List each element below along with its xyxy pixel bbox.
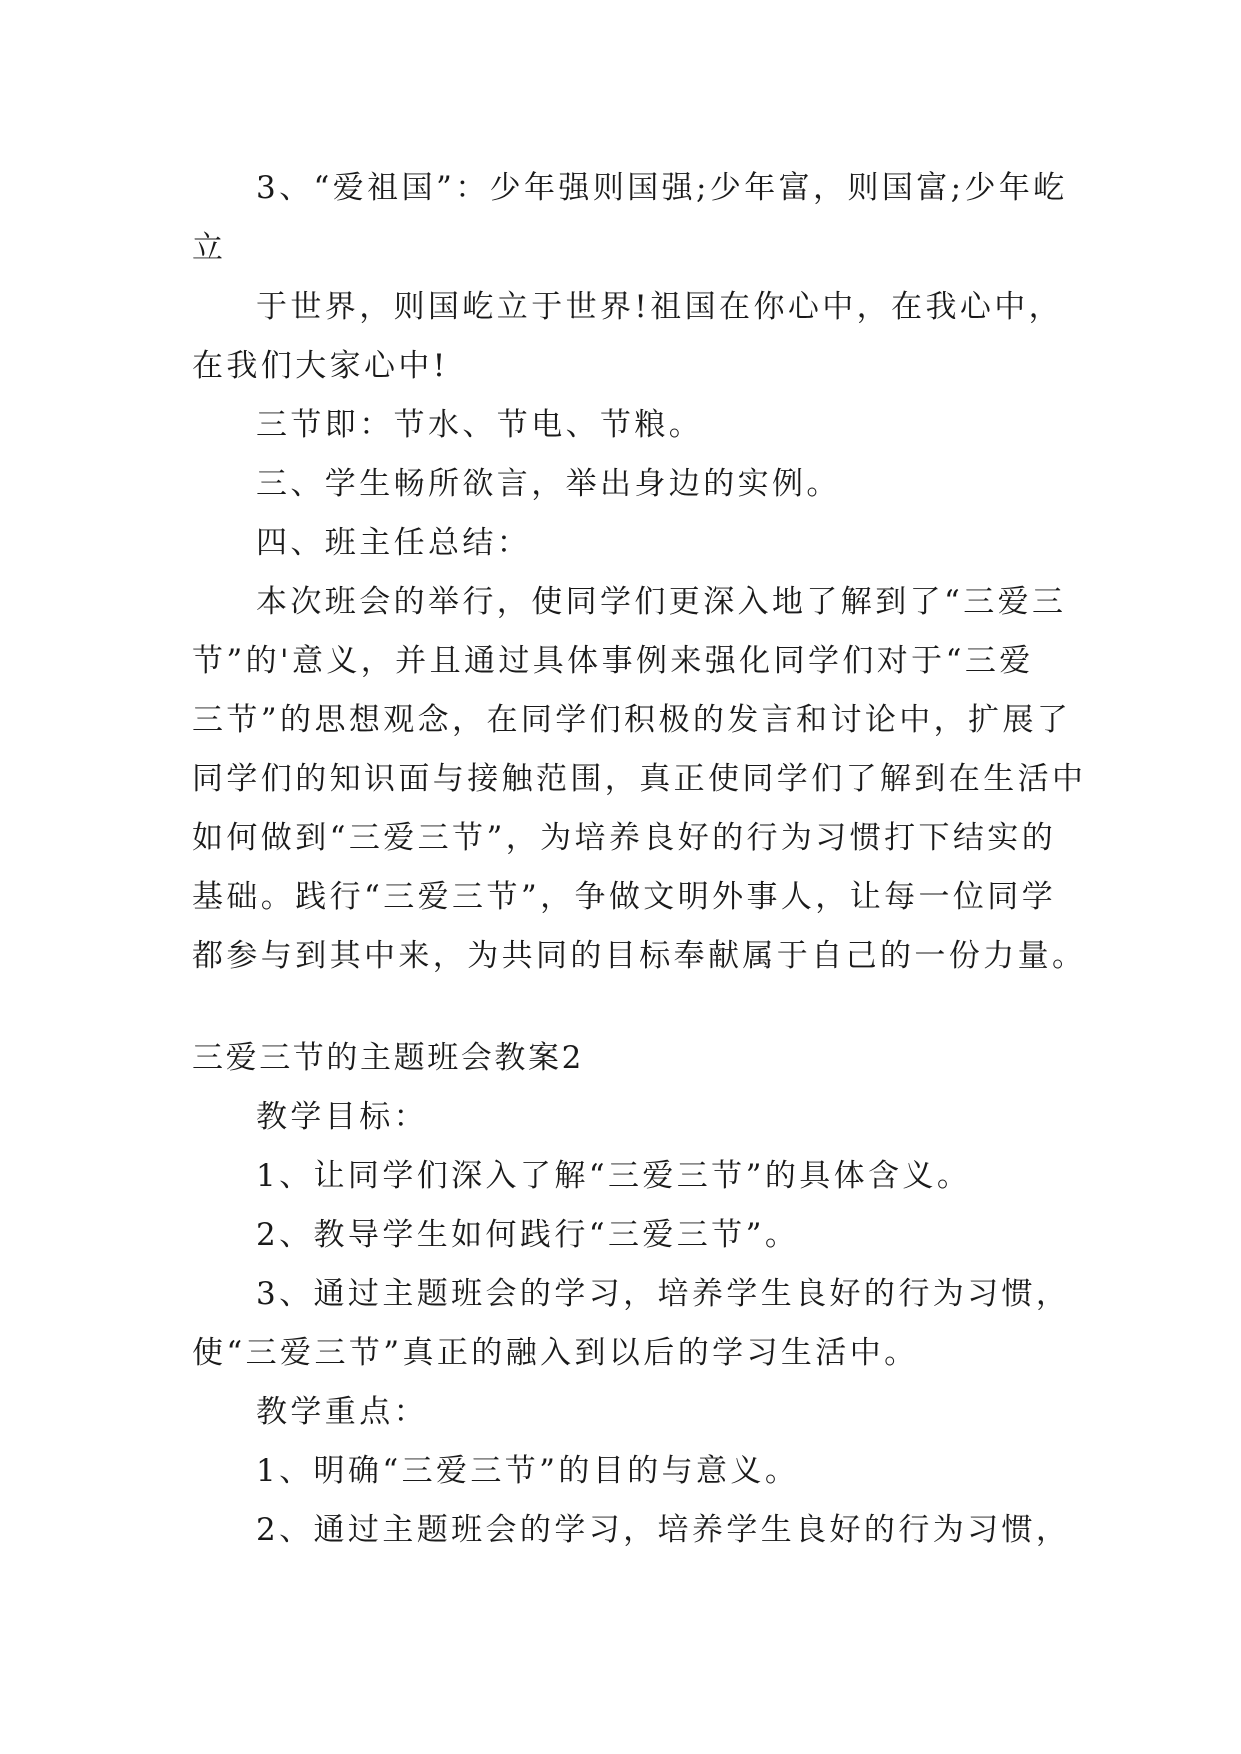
paragraph-line: 教学重点： (256, 1394, 428, 1430)
paragraph-line: 本次班会的举行，使同学们更深入地了解到了“三爱三 (256, 584, 1067, 620)
paragraph-line: 1、明确“三爱三节”的目的与意义。 (256, 1453, 800, 1489)
paragraph-line: 同学们的知识面与接触范围，真正使同学们了解到在生活中 (192, 761, 1087, 797)
paragraph-line: 立 (192, 230, 227, 266)
paragraph-line: 三节即：节水、节电、节粮。 (256, 407, 704, 443)
paragraph-line: 都参与到其中来，为共同的目标奉献属于自己的一份力量。 (192, 938, 1087, 974)
paragraph-line: 三、学生畅所欲言，举出身边的实例。 (256, 466, 841, 502)
paragraph-line: 1、让同学们深入了解“三爱三节”的具体含义。 (256, 1158, 972, 1194)
paragraph-line: 于世界，则国屹立于世界!祖国在你心中，在我心中， (256, 289, 1064, 325)
paragraph-line: 基础。践行“三爱三节”，争做文明外事人，让每一位同学 (192, 879, 1057, 915)
paragraph-line: 3、通过主题班会的学习，培养学生良好的行为习惯， (256, 1276, 1071, 1312)
paragraph-line: 2、通过主题班会的学习，培养学生良好的行为习惯， (256, 1512, 1071, 1548)
paragraph-line: 三节”的思想观念，在同学们积极的发言和讨论中，扩展了 (192, 702, 1072, 738)
paragraph-line: 在我们大家心中! (192, 348, 449, 384)
paragraph-line: 3、“爱祖国”：少年强则国强;少年富，则国富;少年屹 (256, 170, 1068, 206)
paragraph-line: 使“三爱三节”真正的融入到以后的学习生活中。 (192, 1335, 919, 1371)
paragraph-line: 如何做到“三爱三节”，为培养良好的行为习惯打下结实的 (192, 820, 1057, 856)
paragraph-line: 2、教导学生如何践行“三爱三节”。 (256, 1217, 800, 1253)
section-heading: 三爱三节的主题班会教案2 (192, 1040, 584, 1076)
paragraph-line: 四、班主任总结： (256, 525, 532, 561)
paragraph-line: 节”的'意义，并且通过具体事例来强化同学们对于“三爱 (192, 643, 1034, 679)
paragraph-line: 教学目标： (256, 1099, 428, 1135)
